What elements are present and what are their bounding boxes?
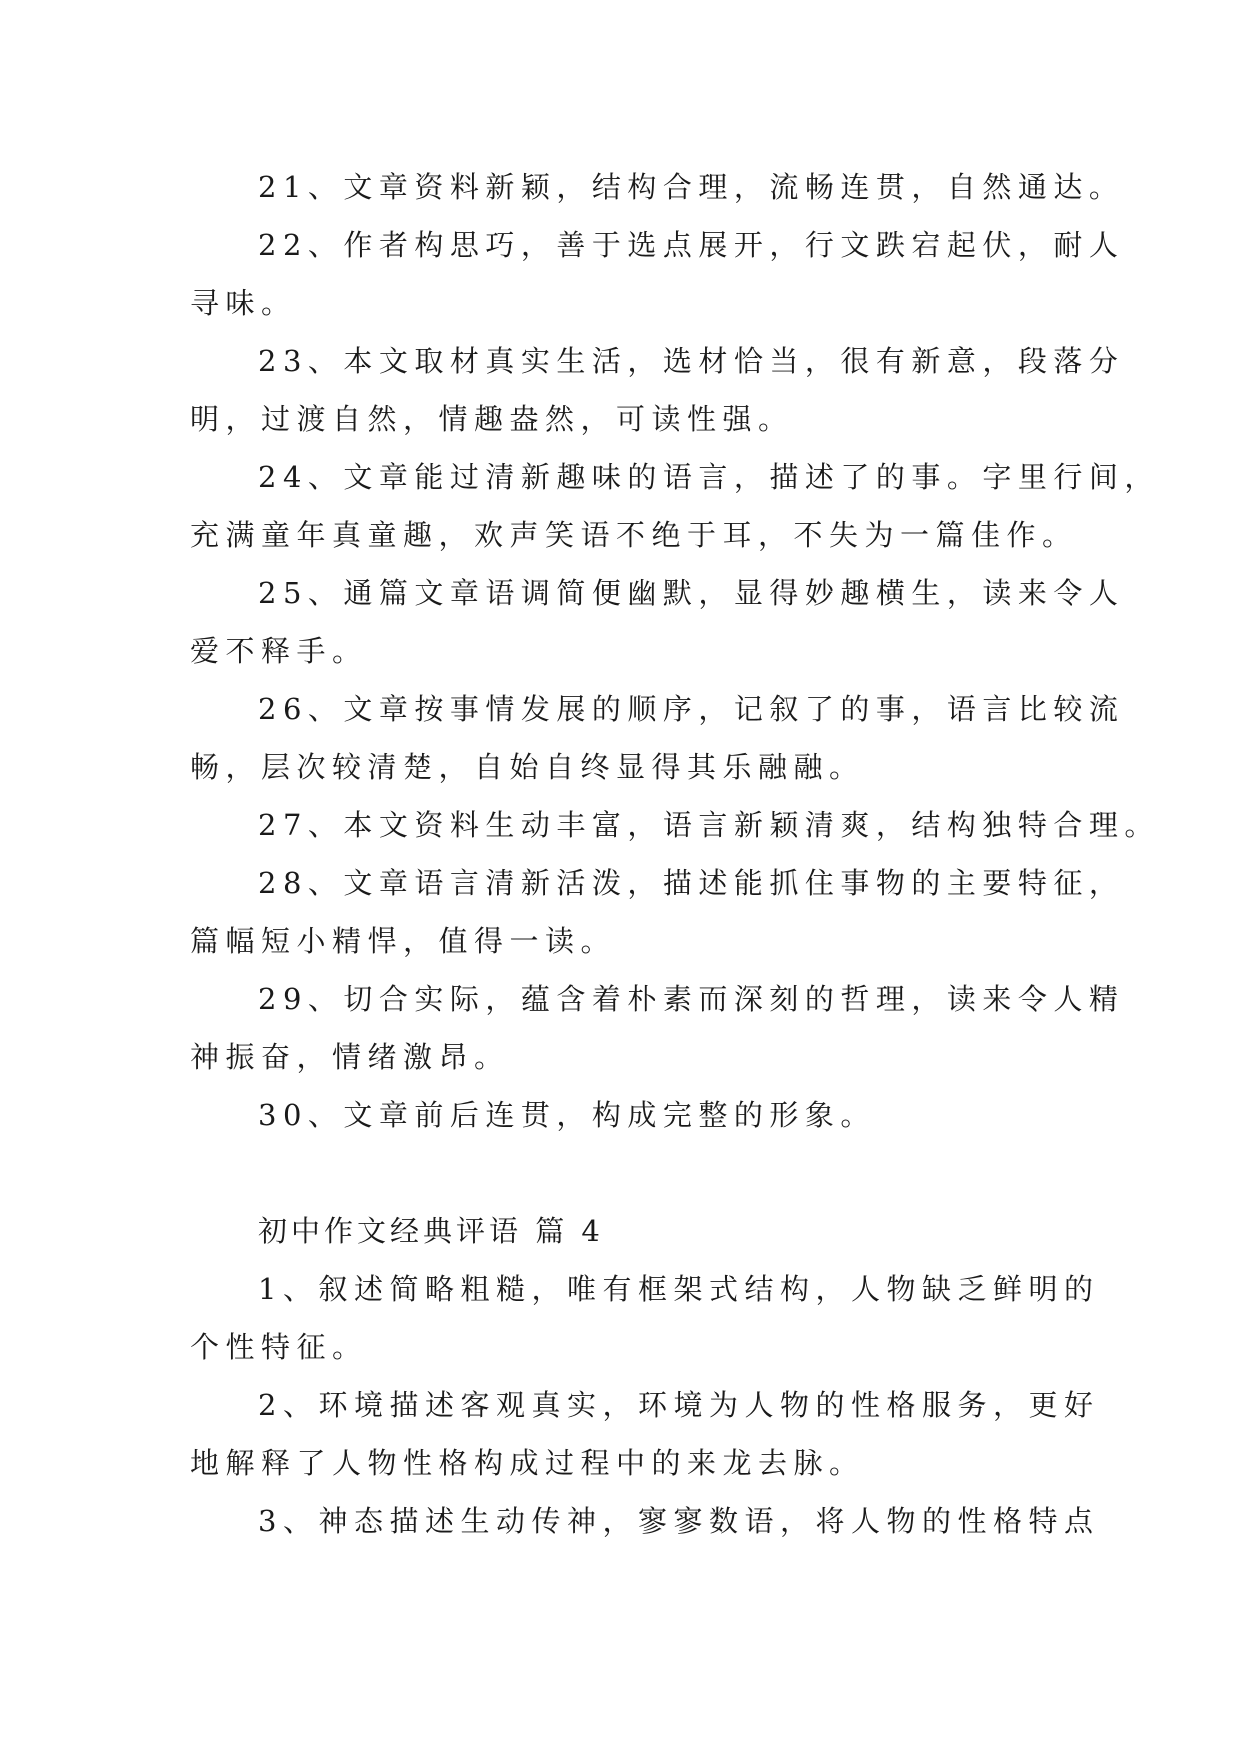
comment-23-line-2: 明，过渡自然，情趣盎然，可读性强。 [190,402,794,436]
comment-23-line-1: 23、本文取材真实生活，选材恰当，很有新意，段落分 [258,344,1125,378]
comment-21-line-1: 21、文章资料新颖，结构合理，流畅连贯，自然通达。 [258,170,1125,204]
section-comment-1-line-2: 个性特征。 [190,1330,368,1364]
comment-28-line-1: 28、文章语言清新活泼，描述能抓住事物的主要特征， [258,866,1125,900]
comment-22-line-2: 寻味。 [190,286,297,320]
section-heading: 初中作文经典评语 篇 4 [258,1214,604,1248]
section-comment-2-line-1: 2、环境描述客观真实，环境为人物的性格服务，更好 [258,1388,1100,1422]
comment-29-line-1: 29、切合实际，蕴含着朴素而深刻的哲理，读来令人精 [258,982,1125,1016]
comment-22-line-1: 22、作者构思巧，善于选点展开，行文跌宕起伏，耐人 [258,228,1125,262]
comment-28-line-2: 篇幅短小精悍，值得一读。 [190,924,617,958]
comment-24-line-1: 24、文章能过清新趣味的语言，描述了的事。字里行间， [258,460,1160,494]
comment-24-line-2: 充满童年真童趣，欢声笑语不绝于耳，不失为一篇佳作。 [190,518,1078,552]
comment-25-line-2: 爱不释手。 [190,634,368,668]
comment-25-line-1: 25、通篇文章语调简便幽默，显得妙趣横生，读来令人 [258,576,1125,610]
comment-27-line-1: 27、本文资料生动丰富，语言新颖清爽，结构独特合理。 [258,808,1160,842]
section-comment-1-line-1: 1、叙述简略粗糙，唯有框架式结构，人物缺乏鲜明的 [258,1272,1100,1306]
section-comment-3-line-1: 3、神态描述生动传神，寥寥数语，将人物的性格特点 [258,1504,1100,1538]
comment-29-line-2: 神振奋，情绪激昂。 [190,1040,510,1074]
comment-26-line-2: 畅，层次较清楚，自始自终显得其乐融融。 [190,750,865,784]
section-comment-2-line-2: 地解释了人物性格构成过程中的来龙去脉。 [190,1446,865,1480]
comment-30-line-1: 30、文章前后连贯，构成完整的形象。 [258,1098,876,1132]
comment-26-line-1: 26、文章按事情发展的顺序，记叙了的事，语言比较流 [258,692,1125,726]
